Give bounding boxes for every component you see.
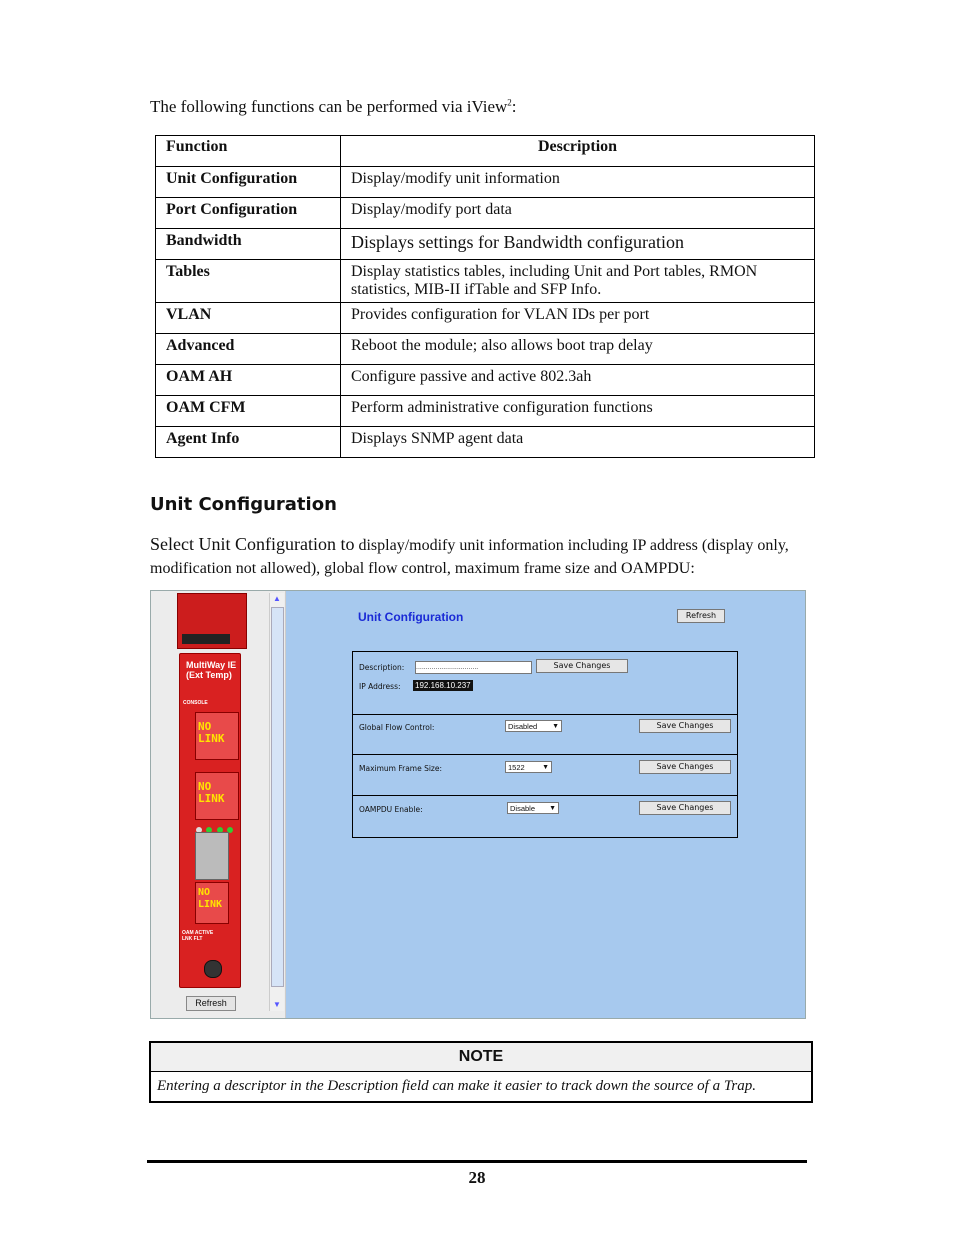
functions-table xyxy=(155,135,815,458)
ip-address-value: 192.168.10.237 xyxy=(415,681,471,690)
frame-size-row xyxy=(353,755,737,796)
config-frame xyxy=(287,591,805,1018)
chevron-down-icon: ▼ xyxy=(552,723,559,730)
dip-switches xyxy=(182,634,230,644)
flow-control-row xyxy=(353,714,737,755)
frame-size-select[interactable]: 1522 ▼ xyxy=(505,761,552,773)
left-scrollbar[interactable] xyxy=(269,593,284,1011)
flow-control-select[interactable]: Disabled ▼ xyxy=(505,720,562,732)
unit-config-title: Unit Configuration xyxy=(358,610,464,624)
save-oampdu-button[interactable]: Save Changes xyxy=(639,801,731,815)
description-cell: Provides configuration for VLAN IDs per port xyxy=(341,303,815,334)
description-cell: Configure passive and active 802.3ah xyxy=(341,365,815,396)
table-row xyxy=(156,198,815,229)
device-top-card xyxy=(177,593,247,649)
description-cell: Perform administrative configuration functions xyxy=(341,396,815,427)
table-row xyxy=(156,396,815,427)
left-refresh-button[interactable]: Refresh xyxy=(186,996,236,1011)
table-header-row xyxy=(156,136,815,167)
sfp-b-port[interactable] xyxy=(195,882,229,924)
save-flow-control-button[interactable]: Save Changes xyxy=(639,719,731,733)
ip-address-label: IP Address: xyxy=(359,682,401,691)
scroll-down-icon[interactable]: ▼ xyxy=(273,1000,281,1009)
note-box xyxy=(149,1041,813,1103)
sfp-leds xyxy=(196,820,236,828)
table-row xyxy=(156,303,815,334)
scroll-up-icon[interactable]: ▲ xyxy=(273,594,281,603)
description-input[interactable]: ................................ xyxy=(415,661,532,674)
frame-size-label: Maximum Frame Size: xyxy=(359,764,443,773)
description-cell: Displays settings for Bandwidth configuration xyxy=(341,229,815,260)
description-label: Description: xyxy=(359,663,405,672)
oampdu-row xyxy=(353,796,737,836)
chevron-down-icon: ▼ xyxy=(542,764,549,771)
description-cell: Displays SNMP agent data xyxy=(341,427,815,458)
section-title: Unit Configuration xyxy=(150,494,337,515)
console-label: CONSOLE xyxy=(183,700,208,706)
port-1-status: NO LINK xyxy=(198,720,225,745)
scroll-thumb[interactable] xyxy=(271,607,284,987)
description-cell: Display/modify port data xyxy=(341,198,815,229)
oampdu-label: OAMPDU Enable: xyxy=(359,805,423,814)
function-cell: Unit Configuration xyxy=(156,167,341,198)
function-cell: Advanced xyxy=(156,334,341,365)
screw-icon xyxy=(204,960,222,978)
module-name: MultiWay IE (Ext Temp) xyxy=(186,660,237,680)
sfp-b-status: NO LINK xyxy=(198,887,223,910)
oam-led-labels: OAM ACTIVE LNK FLT xyxy=(182,930,214,942)
section-paragraph: Select Unit Configuration to display/modify unit information including IP address (display only, modification not allowed), global flow control, maximum frame size and OAMPDU: xyxy=(150,534,789,577)
function-cell: Bandwidth xyxy=(156,229,341,260)
function-cell: VLAN xyxy=(156,303,341,334)
table-row xyxy=(156,229,815,260)
flow-control-label: Global Flow Control: xyxy=(359,723,435,732)
save-description-button[interactable]: Save Changes xyxy=(536,659,628,673)
intro-text: The following functions can be performed via iView$^2$: xyxy=(150,97,517,116)
port-1[interactable] xyxy=(195,712,239,760)
save-frame-size-button[interactable]: Save Changes xyxy=(639,760,731,774)
table-row xyxy=(156,365,815,396)
table-row xyxy=(156,334,815,365)
page-number: 28 xyxy=(468,1168,486,1187)
function-cell: OAM AH xyxy=(156,365,341,396)
function-cell: Port Configuration xyxy=(156,198,341,229)
sfp-a-port[interactable] xyxy=(195,832,229,880)
table-row xyxy=(156,260,815,303)
note-heading: NOTE xyxy=(151,1043,811,1072)
iview-screenshot xyxy=(150,590,806,1019)
table-row xyxy=(156,427,815,458)
refresh-button[interactable]: Refresh xyxy=(677,609,725,623)
description-cell: Display statistics tables, including Unit and Port tables, RMON statistics, MIB-II ifTable and SFP Info. xyxy=(341,260,815,303)
port-2[interactable] xyxy=(195,772,239,820)
function-cell: Agent Info xyxy=(156,427,341,458)
header-description: Description xyxy=(341,136,815,167)
function-cell: Tables xyxy=(156,260,341,303)
footer-rule xyxy=(147,1160,807,1163)
header-function: Function xyxy=(156,136,341,167)
identity-row xyxy=(353,652,737,715)
chevron-down-icon: ▼ xyxy=(549,805,556,812)
function-cell: OAM CFM xyxy=(156,396,341,427)
device-pane xyxy=(151,591,286,1018)
config-form xyxy=(352,651,738,838)
table-row xyxy=(156,167,815,198)
oampdu-select[interactable]: Disable ▼ xyxy=(507,802,559,814)
device-module xyxy=(179,653,241,988)
port-2-status: NO LINK xyxy=(198,780,225,805)
note-body: Entering a descriptor in the Description field can make it easier to track down the source of a Trap. xyxy=(157,1078,756,1094)
description-cell: Display/modify unit information xyxy=(341,167,815,198)
description-cell: Reboot the module; also allows boot trap delay xyxy=(341,334,815,365)
